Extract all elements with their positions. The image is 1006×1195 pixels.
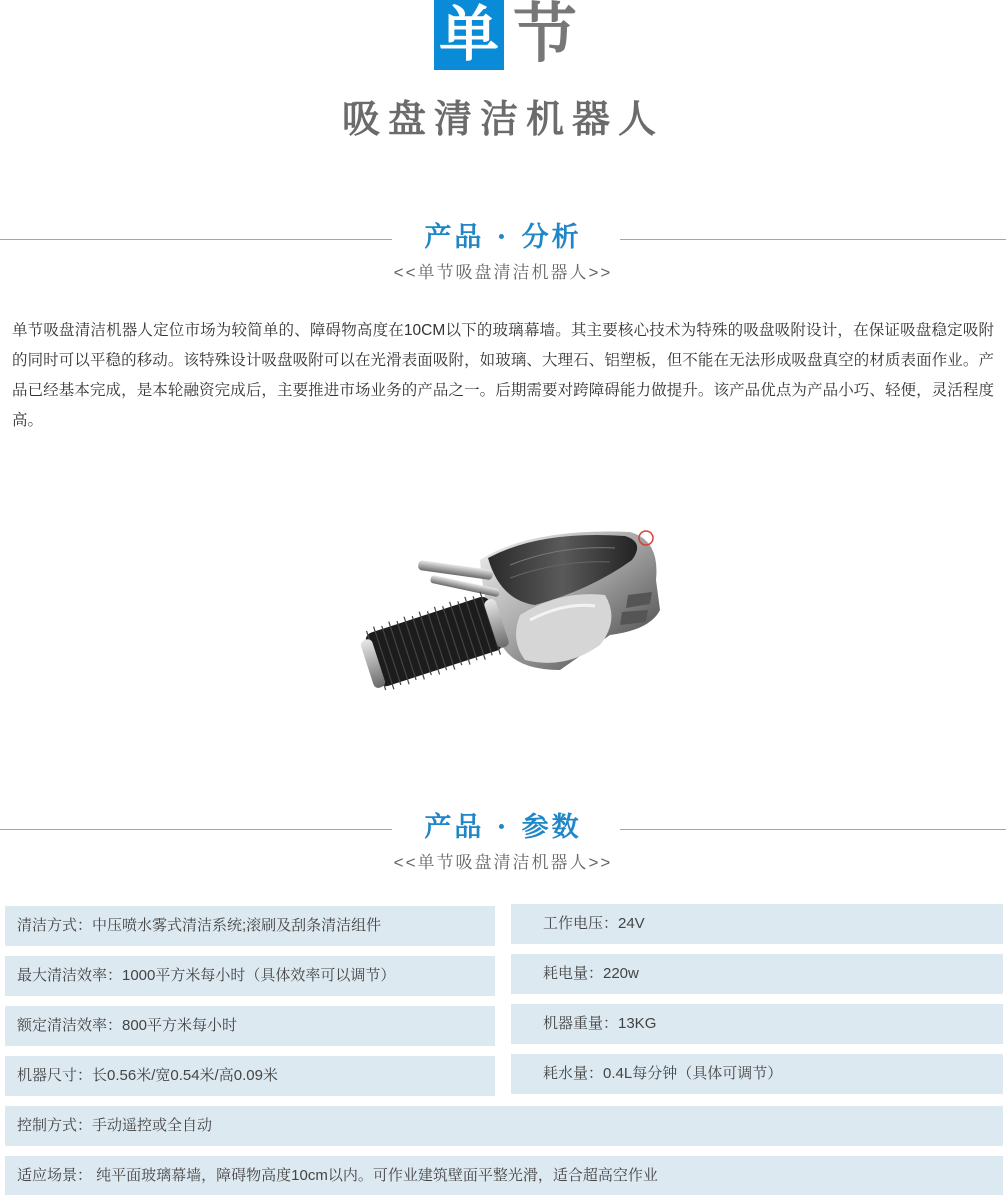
spec-scene: 适应场景： 纯平面玻璃幕墙，障碍物高度10cm以内。可作业建筑壁面平整光滑，适合超高空作业	[5, 1156, 1003, 1195]
hero-subtitle: 吸盘清洁机器人	[341, 96, 664, 141]
analysis-section-header	[0, 218, 1006, 288]
hero-char-highlight: 单	[434, 0, 504, 70]
spec-weight: 机器重量：13KG	[511, 1004, 1003, 1044]
hero-char-plain: 节	[513, 0, 577, 72]
spec-voltage: 工作电压：24V	[511, 904, 1003, 944]
params-subtitle: <<单节吸盘清洁机器人>>	[393, 853, 613, 872]
spec-clean-method: 清洁方式：中压喷水雾式清洁系统;滚刷及刮条清洁组件	[5, 906, 495, 946]
spec-water: 耗水量：0.4L每分钟（具体可调节）	[511, 1054, 1003, 1094]
spec-size: 机器尺寸：长0.56米/宽0.54米/高0.09米	[5, 1056, 495, 1096]
spec-max-efficiency: 最大清洁效率：1000平方米每小时（具体效率可以调节）	[5, 956, 495, 996]
params-section-header	[0, 808, 1006, 878]
analysis-subtitle: <<单节吸盘清洁机器人>>	[393, 263, 613, 282]
hero-title	[434, 0, 580, 70]
hero-header	[0, 0, 1006, 140]
analysis-description: 单节吸盘清洁机器人定位市场为较简单的、障碍物高度在10CM以下的玻璃幕墙。其主要核心技术为特殊的吸盘吸附设计，在保证吸盘稳定吸附的同时可以平稳的移动。该特殊设计吸盘吸附可以在光滑表面吸附，如玻璃、大理石、铝塑板，但不能在无法形成吸盘真空的材质表面作业。产品已经基本完成，是本轮融资完成后，主要推进市场业务的产品之一。后期需要对跨障碍能力做提升。该产品优点为产品小巧、轻便，灵活程度高。	[12, 322, 994, 429]
params-title: 产品 · 参数	[424, 812, 582, 843]
spec-power: 耗电量：220w	[511, 954, 1003, 994]
product-image	[360, 520, 680, 720]
robot-illustration	[360, 520, 680, 720]
spec-control: 控制方式：手动遥控或全自动	[5, 1106, 1003, 1146]
spec-rated-efficiency: 额定清洁效率：800平方米每小时	[5, 1006, 495, 1046]
analysis-title: 产品 · 分析	[424, 222, 582, 253]
